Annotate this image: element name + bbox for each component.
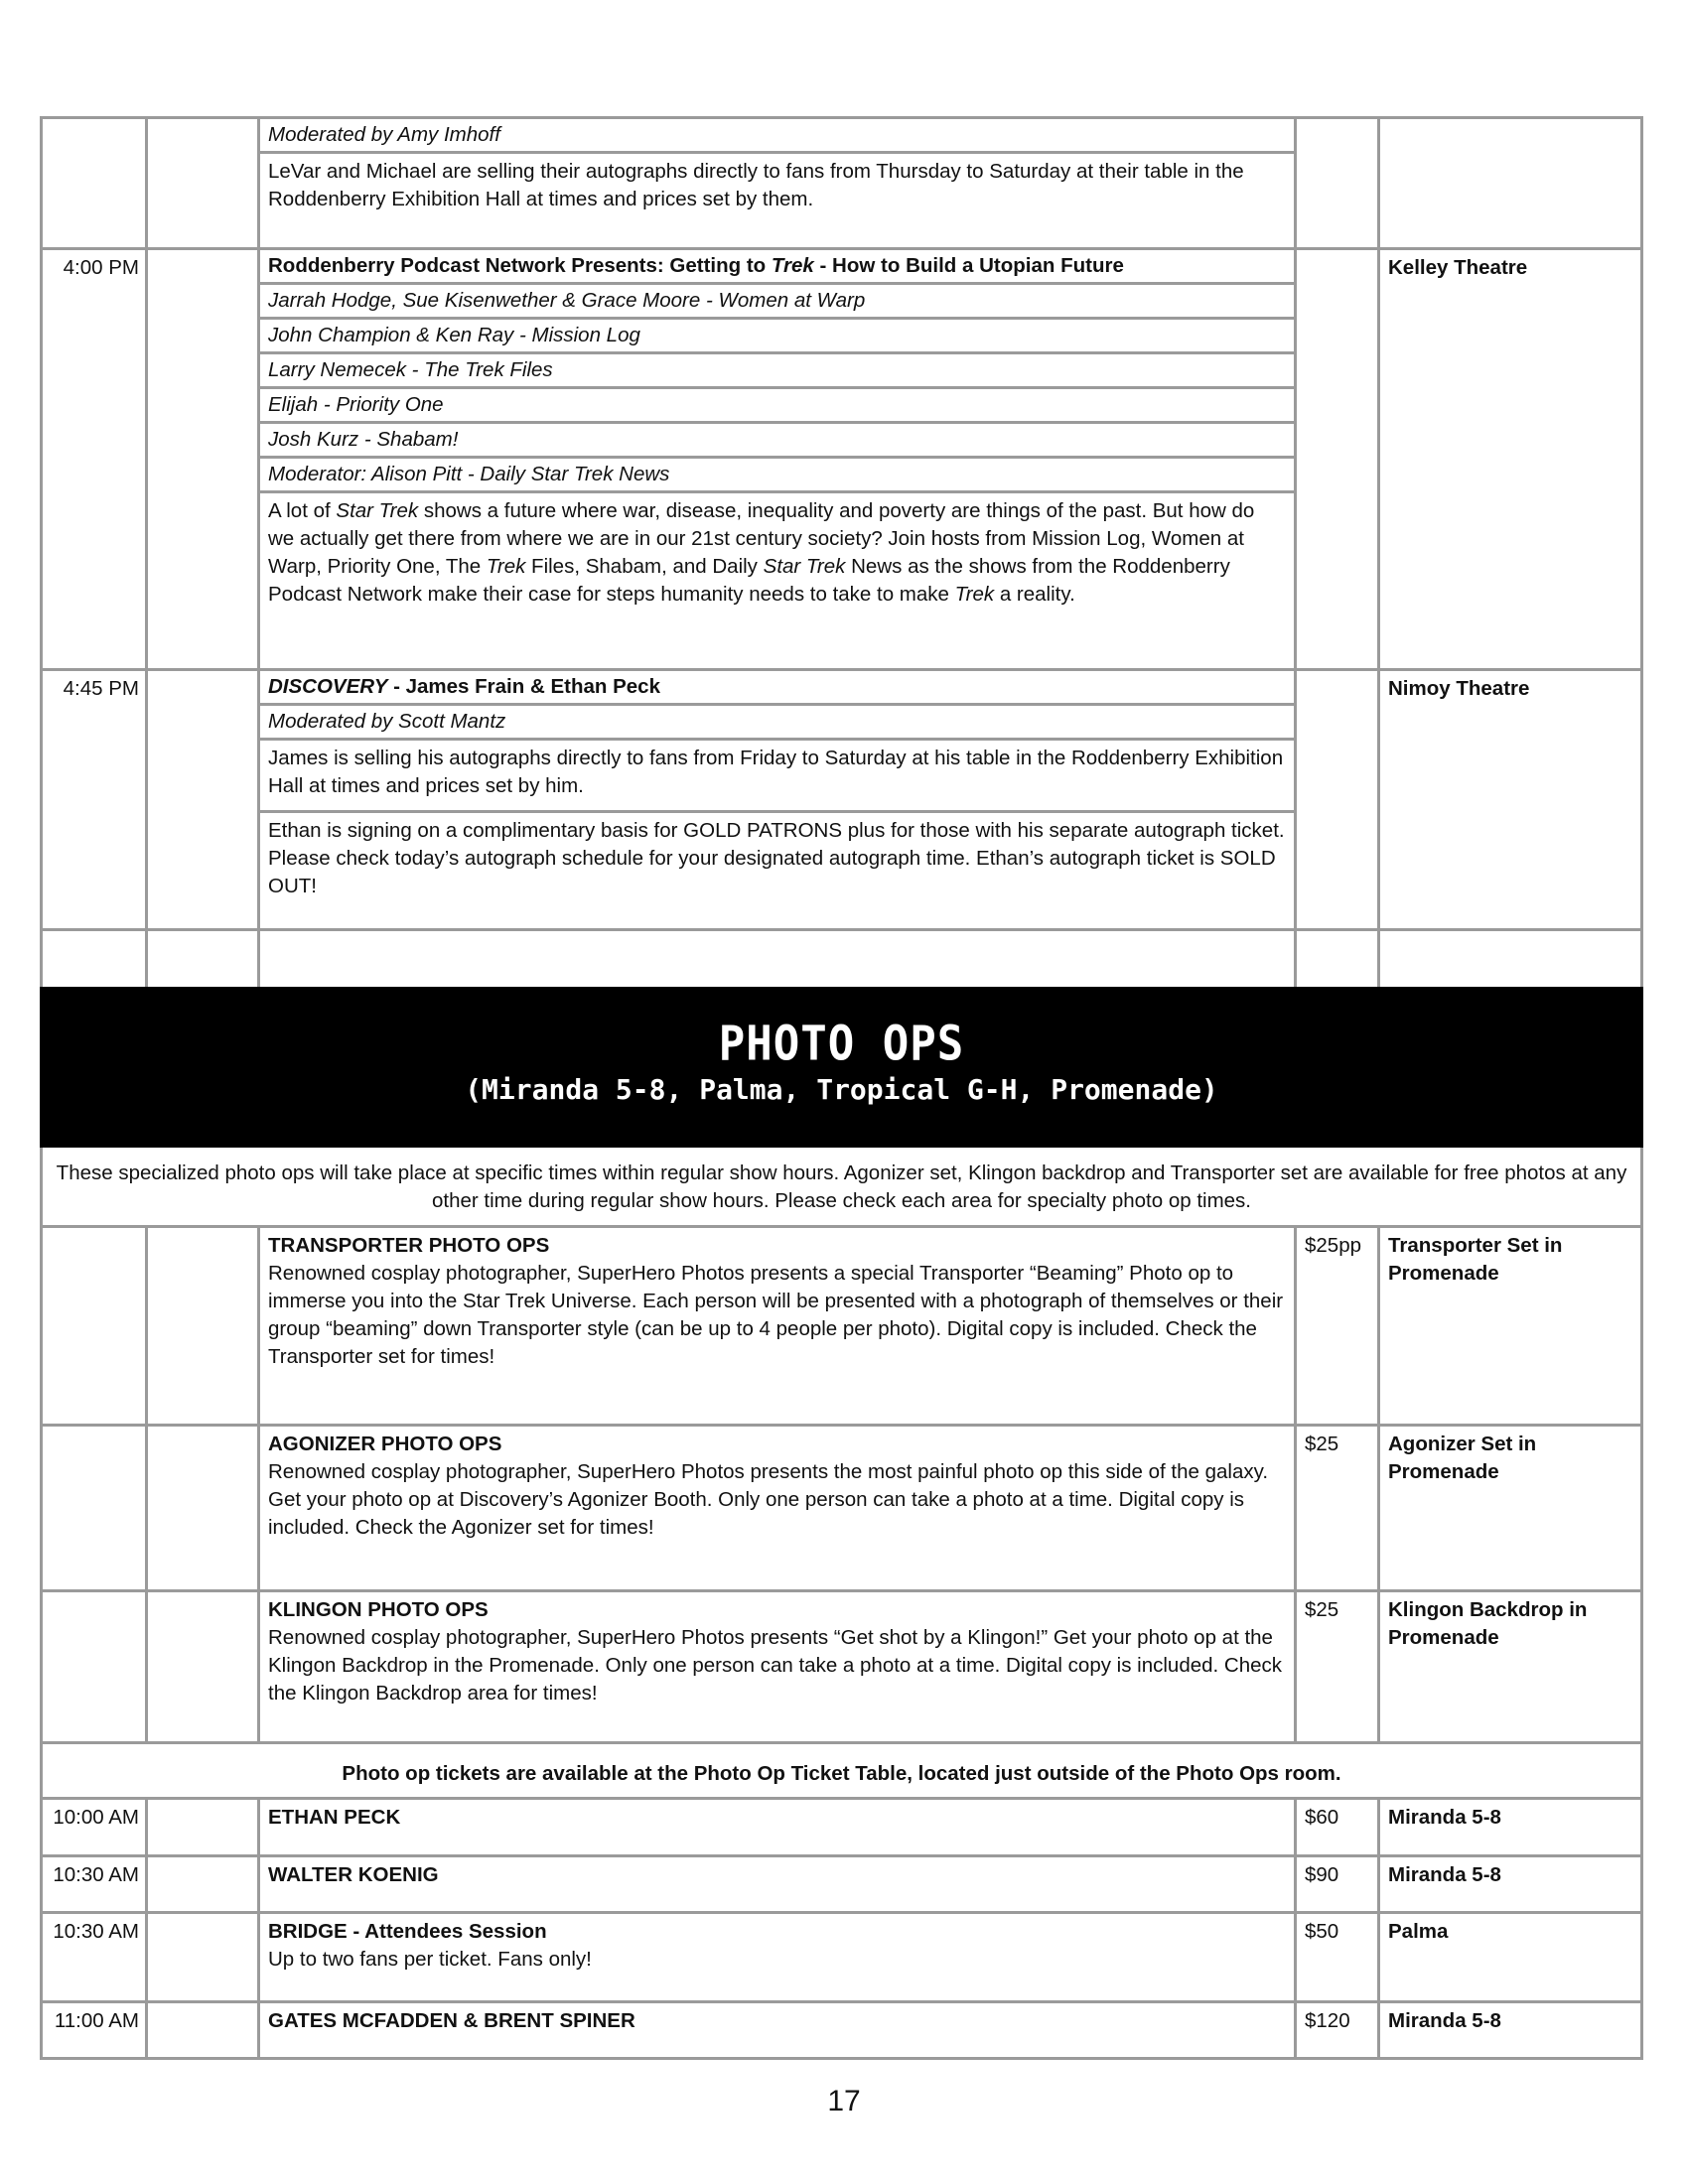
empty-cell (260, 931, 1297, 987)
moderator-line: Moderated by Amy Imhoff (260, 119, 1294, 154)
title-cell (260, 1800, 1297, 1854)
empty-cell (148, 931, 260, 987)
price-cell: $60 (1297, 1800, 1380, 1854)
empty-cell (1297, 931, 1380, 987)
empty-cell (148, 1857, 260, 1911)
photo-op-title: TRANSPORTER PHOTO OPS (268, 1234, 550, 1257)
special-photo-op-row (40, 1427, 1643, 1592)
photo-op-description: Up to two fans per ticket. Fans only! (268, 1948, 592, 1971)
ticket-note: Photo op tickets are available at the Photo Op Ticket Table, located just outside of the Photo Ops room. (40, 1744, 1643, 1800)
page-number: 17 (827, 2085, 861, 2117)
price-cell: $25pp (1297, 1228, 1380, 1424)
empty-cell (1380, 931, 1646, 987)
location-cell: Agonizer Set in Promenade (1388, 1433, 1537, 1483)
title-cell (260, 119, 1297, 247)
photo-op-description: Renowned cosplay photographer, SuperHero Photos presents a special Transporter “Beaming” Photo op to immerse you into the Star Trek Universe. Each person will be presented with a photograph of themselves or their group “beaming” down Transporter style (can be up to 4 people per photo). Digital copy is included. Check the Transporter set for times! (268, 1262, 1284, 1368)
empty-cell (148, 671, 260, 928)
photo-op-session-row (40, 1914, 1643, 2003)
empty-cell (148, 2003, 260, 2057)
panelist-line: Josh Kurz - Shabam! (260, 424, 1294, 459)
schedule-row-discovery (40, 671, 1643, 931)
section-subheading: (Miranda 5-8, Palma, Tropical G-H, Promenade) (465, 1073, 1218, 1106)
price-cell: $25 (1297, 1427, 1380, 1589)
price-cell: $25 (1297, 1592, 1380, 1741)
session-title (260, 671, 1294, 706)
price-cell (1297, 250, 1380, 668)
location-cell (1380, 119, 1646, 247)
session-description: Ethan is signing on a complimentary basis for GOLD PATRONS plus for those with his separate autograph ticket. Please check today’s autograph schedule for your designated autograph time. Ethan’s autograph ticket is SOLD OUT! (260, 810, 1294, 910)
location-cell: Miranda 5-8 (1388, 2009, 1501, 2032)
price-cell (1297, 119, 1380, 247)
empty-cell (148, 250, 260, 668)
photo-ops-notice: These specialized photo ops will take place at specific times within regular show hours. Agonizer set, Klingon backdrop and Transporter set are available for free photos at any other time during regular show hours. Please check each area for specialty photo op times. (40, 1148, 1643, 1228)
location-cell: Miranda 5-8 (1388, 1863, 1501, 1886)
time-cell (43, 1592, 148, 1741)
empty-cell (148, 1592, 260, 1741)
session-description: James is selling his autographs directly to fans from Friday to Saturday at his table in the Roddenberry Exhibition Hall at times and prices set by him. (268, 747, 1284, 797)
time-cell: 10:00 AM (43, 1800, 148, 1854)
panelist-line: John Champion & Ken Ray - Mission Log (260, 320, 1294, 354)
moderator-line: Moderated by Scott Mantz (260, 706, 1294, 741)
photo-ops-banner (40, 987, 1643, 1148)
empty-cell (148, 1427, 260, 1589)
title-text: Roddenberry Podcast Network Presents: Getting to (268, 254, 772, 277)
time-cell: 4:45 PM (43, 671, 148, 928)
price-cell: $90 (1297, 1857, 1380, 1911)
photo-op-description: Renowned cosplay photographer, SuperHero Photos presents the most painful photo op this side of the galaxy. Get your photo op at Discovery’s Agonizer Booth. Only one person can take a photo at a time. Digital copy is included. Check the Agonizer set for times! (268, 1460, 1269, 1539)
schedule-row-empty (40, 931, 1643, 987)
title-cell (260, 250, 1297, 668)
photo-op-title: BRIDGE - Attendees Session (268, 1920, 547, 1943)
photo-op-title: GATES MCFADDEN & BRENT SPINER (268, 2009, 635, 2032)
session-title (260, 250, 1294, 285)
photo-op-title: ETHAN PECK (268, 1806, 401, 1829)
time-cell (43, 119, 148, 247)
session-description: LeVar and Michael are selling their autographs directly to fans from Thursday to Saturday at their table in the Roddenberry Exhibition Hall at times and prices set by them. (268, 160, 1244, 210)
photo-op-session-row (40, 1800, 1643, 1857)
time-cell (43, 1228, 148, 1424)
session-description: A lot of Star Trek shows a future where war, disease, inequality and poverty are things of the past. But how do we actually get there from where we are in our 21st century society? Join hosts from Mission Log, Women at Warp, Priority One, The Trek Files, Shabam, and Daily Star Trek News as the shows from the Roddenberry Podcast Network make their case for steps humanity needs to take to make Trek a reality. (268, 499, 1255, 606)
location-cell: Klingon Backdrop in Promenade (1388, 1598, 1588, 1649)
title-cell (260, 2003, 1297, 2057)
price-cell: $50 (1297, 1914, 1380, 2000)
special-photo-op-row (40, 1228, 1643, 1427)
empty-cell (148, 1800, 260, 1854)
empty-cell (148, 1914, 260, 2000)
schedule-row-podcast (40, 250, 1643, 671)
empty-cell (148, 1228, 260, 1424)
location-cell: Transporter Set in Promenade (1388, 1234, 1563, 1285)
time-cell: 11:00 AM (43, 2003, 148, 2057)
title-text: - How to Build a Utopian Future (813, 254, 1124, 277)
title-cell (260, 1914, 1297, 2000)
photo-op-title: KLINGON PHOTO OPS (268, 1598, 489, 1621)
empty-cell (148, 119, 260, 247)
photo-op-title: WALTER KOENIG (268, 1863, 439, 1886)
price-cell: $120 (1297, 2003, 1380, 2057)
schedule-page (40, 0, 1643, 2060)
title-cell (260, 1228, 1297, 1424)
location-cell: Nimoy Theatre (1388, 677, 1530, 700)
photo-op-title: AGONIZER PHOTO OPS (268, 1433, 502, 1455)
location-cell: Palma (1388, 1920, 1449, 1943)
time-cell: 10:30 AM (43, 1857, 148, 1911)
title-text: - James Frain & Ethan Peck (387, 675, 660, 698)
photo-op-session-row (40, 1857, 1643, 1914)
schedule-row-continued (40, 116, 1643, 250)
panelist-line: Moderator: Alison Pitt - Daily Star Trek News (260, 459, 1294, 493)
panelist-line: Elijah - Priority One (260, 389, 1294, 424)
price-cell (1297, 671, 1380, 928)
title-cell (260, 671, 1297, 928)
section-heading: PHOTO OPS (718, 1016, 965, 1072)
location-cell: Miranda 5-8 (1388, 1806, 1501, 1829)
panelist-line: Larry Nemecek - The Trek Files (260, 354, 1294, 389)
special-photo-op-row (40, 1592, 1643, 1744)
title-cell (260, 1427, 1297, 1589)
title-emphasis: Trek (771, 254, 814, 277)
photo-op-description: Renowned cosplay photographer, SuperHero Photos presents “Get shot by a Klingon!” Get your photo op at the Klingon Backdrop in the Promenade. Only one person can take a photo at a time. Digital copy is included. Check the Klingon Backdrop area for times! (268, 1626, 1283, 1705)
title-cell (260, 1857, 1297, 1911)
panelist-line: Jarrah Hodge, Sue Kisenwether & Grace Moore - Women at Warp (260, 285, 1294, 320)
time-cell: 10:30 AM (43, 1914, 148, 2000)
title-cell (260, 1592, 1297, 1741)
time-cell: 4:00 PM (43, 250, 148, 668)
time-cell (43, 1427, 148, 1589)
empty-cell (43, 931, 148, 987)
location-cell: Kelley Theatre (1388, 256, 1528, 279)
title-emphasis: DISCOVERY (268, 675, 388, 698)
photo-op-session-row (40, 2003, 1643, 2060)
